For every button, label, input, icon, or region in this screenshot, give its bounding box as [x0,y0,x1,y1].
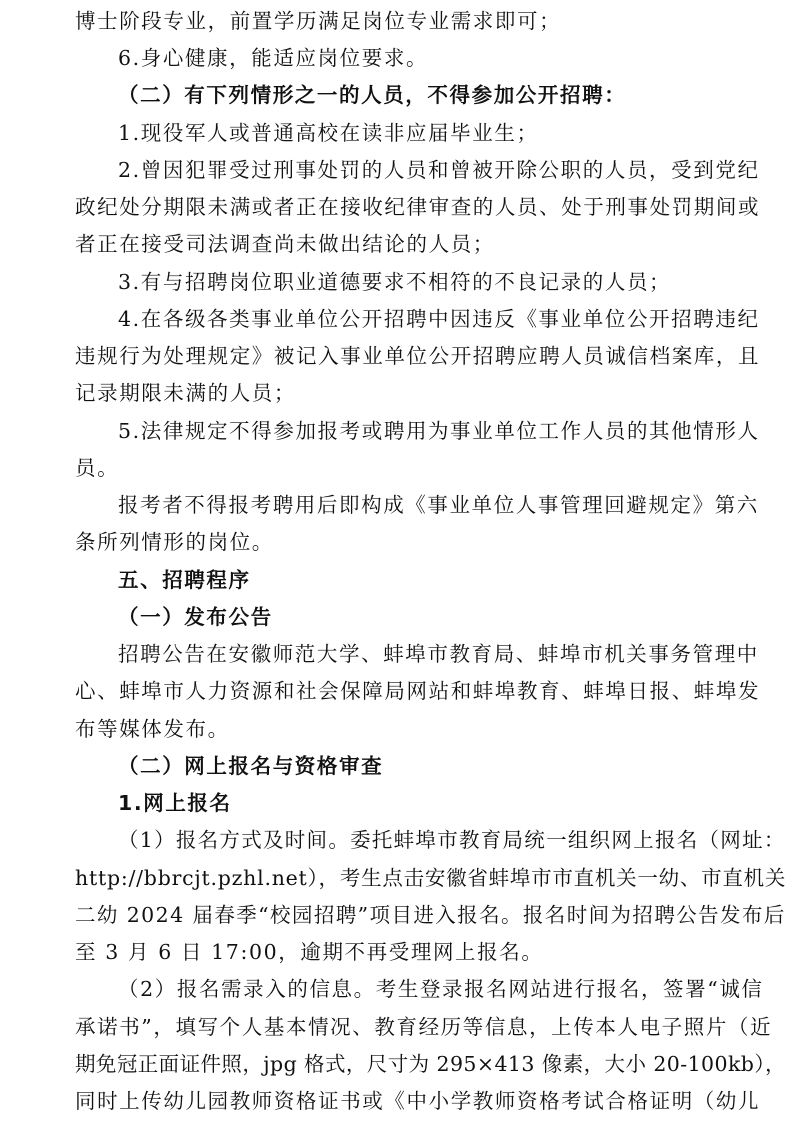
text-line: 条所列情形的岗位。 [75,530,274,554]
text-line: 博士阶段专业，前置学历满足岗位专业需求即可； [75,9,562,33]
text-line: 期免冠正面证件照，jpg 格式，尺寸为 295×413 像素，大小 20-100kb）， [75,1052,786,1076]
text-line: 员。 [75,456,120,480]
text-line: （1）报名方式及时间。委托蚌埠市教育局统一组织网上报名（网址： [118,828,786,852]
section-heading: （二）有下列情形之一的人员，不得参加公开招聘： [118,83,627,107]
text-line: 2.曾因犯罪受过刑事处罚的人员和曾被开除公职的人员，受到党纪 [118,158,760,182]
text-line: 二幼 2024 届春季“校园招聘”项目进入报名。报名时间为招聘公告发布后 [75,903,786,927]
text-line: 政纪处分期限未满或者正在接收纪律审查的人员、处于刑事处罚期间或 [75,195,761,219]
text-line: 4.在各级各类事业单位公开招聘中因违反《事业单位公开招聘违纪 [118,307,760,331]
text-line: 承诺书”，填写个人基本情况、教育经历等信息，上传本人电子照片（近 [75,1015,773,1039]
text-line: 心、蚌埠市人力资源和社会保障局网站和蚌埠教育、蚌埠日报、蚌埠发 [75,679,761,703]
section-heading: 五、招聘程序 [118,568,251,592]
text-line: http://bbrcjt.pzhl.net），考生点击安徽省蚌埠市市直机关一幼、市直机关 [75,866,787,890]
text-line: 1.现役军人或普通高校在读非应届毕业生； [118,121,539,145]
text-line: 至 3 月 6 日 17:00，逾期不再受理网上报名。 [75,940,544,964]
section-heading: （二）网上报名与资格审查 [118,754,384,778]
text-line: 者正在接受司法调查尚未做出结论的人员； [75,232,495,256]
text-line: 招聘公告在安徽师范大学、蚌埠市教育局、蚌埠市机关事务管理中 [118,642,759,666]
text-line: 违规行为处理规定》被记入事业单位公开招聘应聘人员诚信档案库，且 [75,344,761,368]
text-line: 6.身心健康，能适应岗位要求。 [118,46,429,70]
section-heading: 1.网上报名 [118,791,232,815]
text-line: 布等媒体发布。 [75,717,230,741]
text-line: 3.有与招聘岗位职业道德要求不相符的不良记录的人员； [118,270,672,294]
text-line: 报考者不得报考聘用后即构成《事业单位人事管理回避规定》第六 [118,493,759,517]
text-line: 记录期限未满的人员； [75,381,296,405]
text-line: （2）报名需录入的信息。考生登录报名网站进行报名，签署“诚信 [118,977,764,1001]
text-line: 5.法律规定不得参加报考或聘用为事业单位工作人员的其他情形人 [118,419,760,443]
section-heading: （一）发布公告 [118,605,273,629]
text-line: 同时上传幼儿园教师资格证书或《中小学教师资格考试合格证明（幼儿 [75,1089,761,1113]
